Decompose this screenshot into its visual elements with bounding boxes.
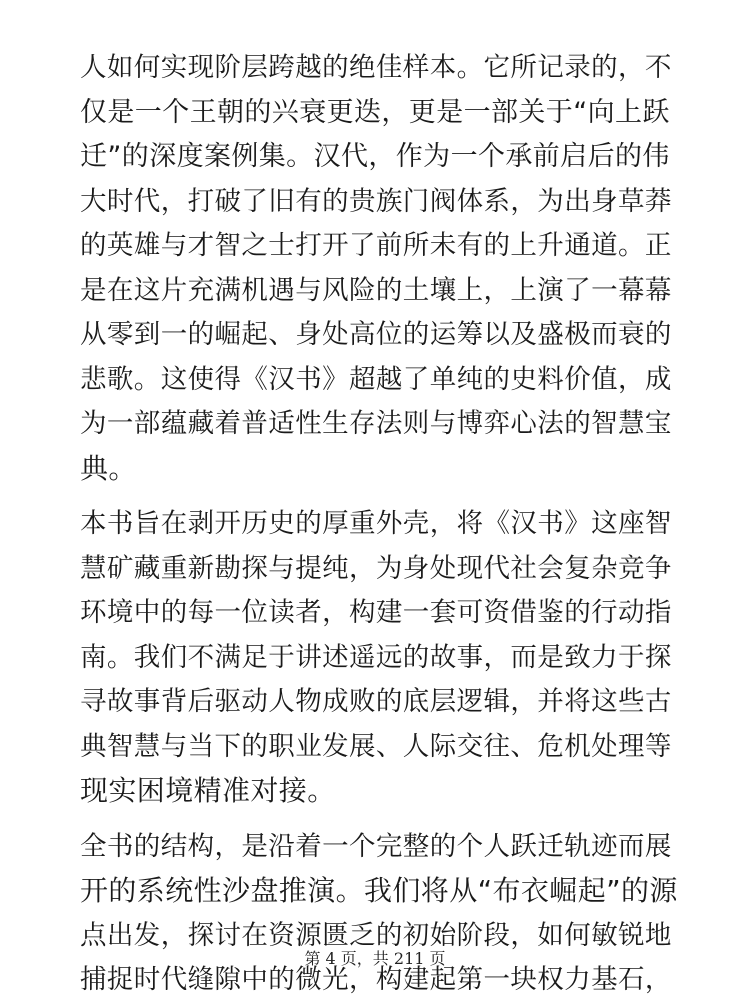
text-line: 大时代，打破了旧有的贵族门阀体系，为出身草莽 [80, 185, 672, 217]
text-line: 迁”的深度案例集。汉代，作为一个承前启后的伟 [80, 141, 670, 172]
text-line: 是在这片充满机遇与风险的土壤上，上演了一幕幕 [80, 274, 672, 306]
text-line: 南。我们不满足于讲述遥远的故事，而是致力于探 [80, 641, 672, 673]
paragraph-3 [80, 825, 680, 1003]
text-line: 点出发，探讨在资源匮乏的初始阶段，如何敏锐地 [80, 919, 672, 951]
page-body [80, 46, 680, 1003]
paragraph-2 [80, 502, 680, 814]
text-line: 捕捉时代缝隙中的微光，构建起第一块权力基石， [80, 964, 672, 995]
page-number-footer: 第 4 页，共 211 页 [304, 949, 446, 968]
text-line: 为一部蕴藏着普适性生存法则与博弈心法的智慧宝 [80, 408, 672, 439]
text-line: 环境中的每一位读者，构建一套可资借鉴的行动指 [80, 597, 672, 628]
text-line: 开的系统性沙盘推演。我们将从“布衣崛起”的源 [80, 874, 678, 907]
text-line: 典。 [80, 451, 137, 485]
text-line: 悲歌。这使得《汉书》超越了单纯的史料价值，成 [80, 363, 672, 395]
text-line: 人如何实现阶层跨越的绝佳样本。它所记录的，不 [80, 52, 672, 83]
text-line: 现实困境精准对接。 [80, 774, 336, 807]
text-line: 全书的结构，是沿着一个完整的个人跃迁轨迹而展 [80, 830, 672, 862]
paragraph-1 [80, 46, 680, 491]
text-line: 的英雄与才智之士打开了前所未有的上升通道。正 [80, 230, 672, 261]
text-line: 慧矿藏重新勘探与提纯，为身处现代社会复杂竞争 [80, 552, 672, 584]
text-line: 本书旨在剥开历史的厚重外壳，将《汉书》这座智 [80, 508, 672, 539]
text-line: 仅是一个王朝的兴衰更迭，更是一部关于“向上跃 [80, 96, 670, 128]
text-line: 典智慧与当下的职业发展、人际交往、危机处理等 [80, 730, 672, 762]
text-line: 寻故事背后驱动人物成败的底层逻辑，并将这些古 [80, 686, 672, 717]
text-line: 从零到一的崛起、身处高位的运筹以及盛极而衰的 [80, 319, 672, 350]
